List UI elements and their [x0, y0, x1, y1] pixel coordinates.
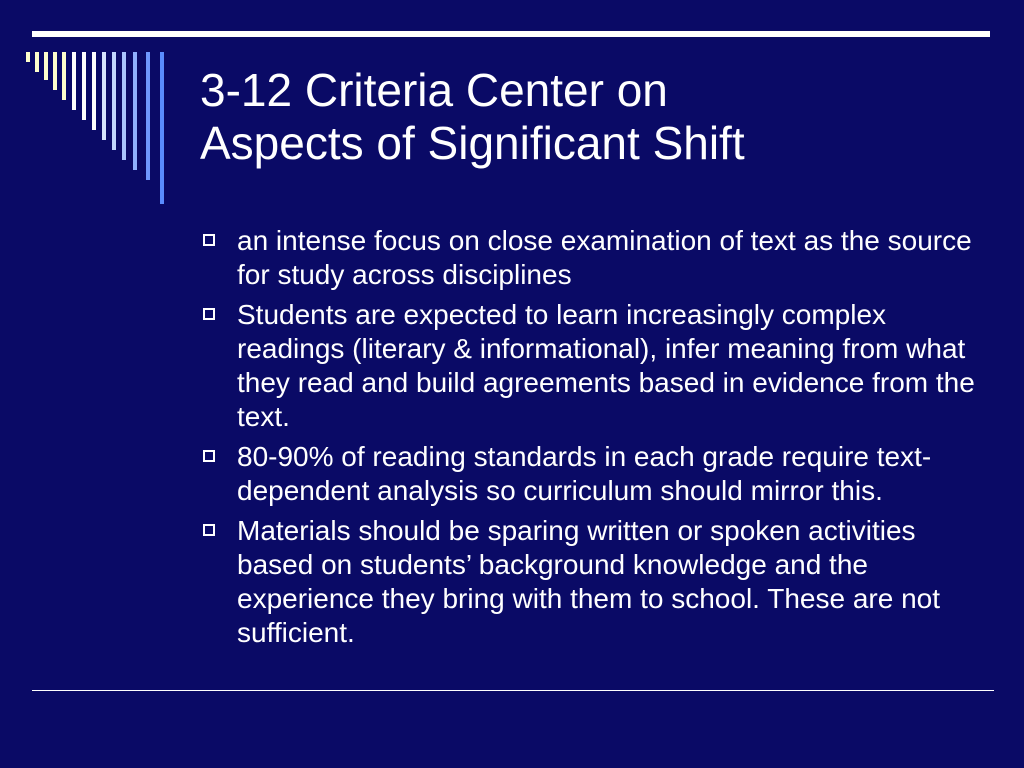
bottom-rule — [32, 690, 994, 691]
bullet-item — [200, 224, 980, 292]
stripe — [146, 52, 150, 180]
stripe — [112, 52, 116, 150]
stripe — [72, 52, 76, 110]
stripe — [82, 52, 86, 120]
stripe — [26, 52, 30, 62]
bullet-list — [200, 224, 980, 656]
bullet-text: 80-90% of reading standards in each grade require text-dependent analysis so curriculum should mirror this. — [237, 441, 932, 506]
bullet-text: an intense focus on close examination of text as the source for study across disciplines — [237, 225, 972, 290]
stripe — [53, 52, 57, 90]
stripe — [133, 52, 137, 170]
hollow-square-bullet-icon — [203, 450, 215, 462]
bullet-text: Materials should be sparing written or spoken activities based on students’ background knowledge and the experience they bring with them to school. These are not sufficient. — [237, 515, 940, 648]
bullet-text: Students are expected to learn increasingly complex readings (literary & informational), infer meaning from what they read and build agreements based in evidence from the text. — [237, 299, 975, 432]
hollow-square-bullet-icon — [203, 308, 215, 320]
slide-title — [200, 64, 990, 170]
bullet-item — [200, 440, 980, 508]
title-line: 3-12 Criteria Center on — [200, 64, 668, 116]
decorative-stripes — [0, 0, 180, 210]
stripe — [102, 52, 106, 140]
stripe — [44, 52, 48, 80]
hollow-square-bullet-icon — [203, 234, 215, 246]
hollow-square-bullet-icon — [203, 524, 215, 536]
stripe — [160, 52, 164, 204]
bullet-item — [200, 514, 980, 650]
stripe — [92, 52, 96, 130]
stripe — [62, 52, 66, 100]
bullet-item — [200, 298, 980, 434]
title-line: Aspects of Significant Shift — [200, 117, 745, 169]
stripe — [122, 52, 126, 160]
stripe — [35, 52, 39, 72]
